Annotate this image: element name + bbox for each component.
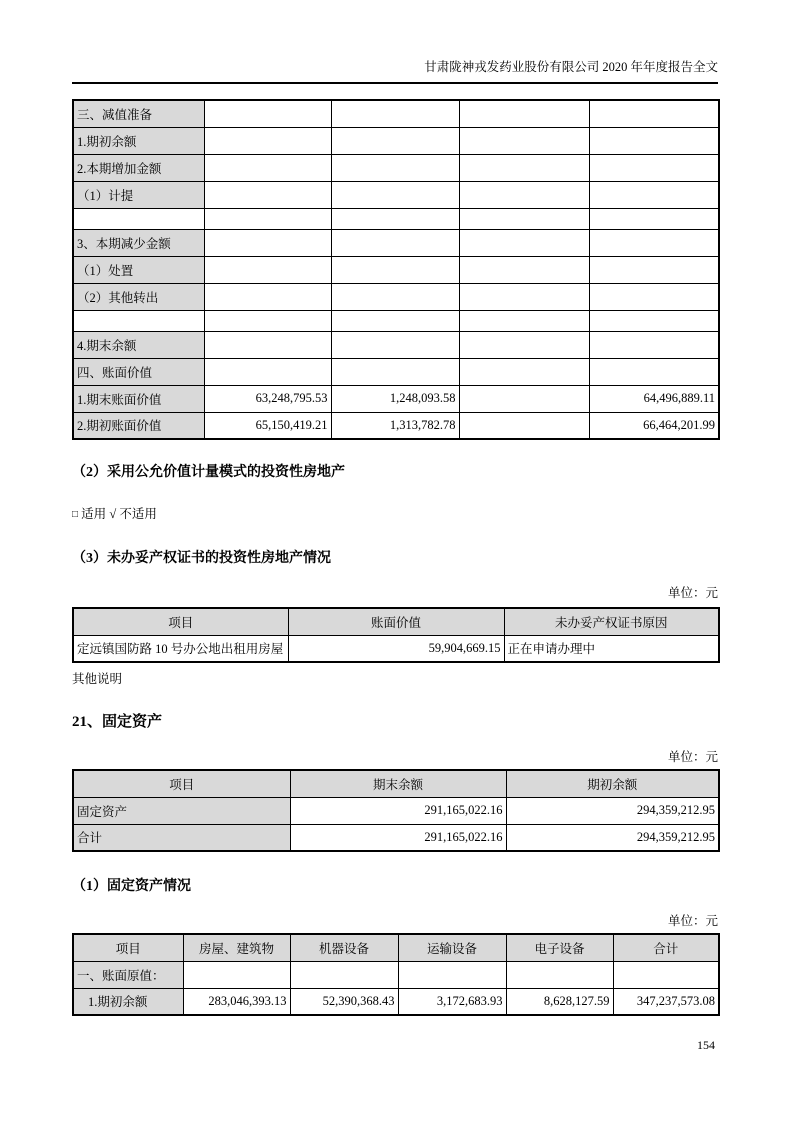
- impairment-table: [72, 99, 720, 440]
- empty-cell: [204, 181, 331, 208]
- row-label-cell: （2）其他转出: [73, 283, 204, 310]
- row-label-cell: 一、账面原值：: [73, 961, 183, 988]
- other-note: 其他说明: [72, 672, 123, 686]
- section-fair-value-heading: （2）采用公允价值计量模式的投资性房地产: [72, 465, 345, 480]
- empty-cell: [331, 154, 459, 181]
- empty-cell: [589, 256, 719, 283]
- row-label-cell: 3、本期减少金额: [73, 229, 204, 256]
- empty-cell: [459, 310, 589, 331]
- empty-cell: [459, 229, 589, 256]
- column-header-cell: 运输设备: [398, 934, 506, 961]
- empty-cell: [204, 208, 331, 229]
- table-header-row: [73, 770, 719, 797]
- unit-label: 单位：元: [667, 914, 718, 928]
- empty-cell: [459, 208, 589, 229]
- column-header-cell: 合计: [613, 934, 719, 961]
- not-applicable-label: 不适用: [119, 507, 157, 521]
- value-cell: 1,313,782.78: [331, 412, 459, 439]
- empty-cell: [331, 229, 459, 256]
- row-label-cell: 三、减值准备: [73, 100, 204, 127]
- column-header-cell: 期末余额: [290, 770, 506, 797]
- empty-cell: [331, 181, 459, 208]
- empty-cell: [331, 310, 459, 331]
- empty-cell: [589, 208, 719, 229]
- empty-cell: [331, 256, 459, 283]
- fixed-assets-heading: 21、固定资产: [72, 714, 163, 730]
- applicability-line: [72, 504, 718, 522]
- value-cell: 291,165,022.16: [290, 824, 506, 851]
- column-header-cell: 项目: [73, 934, 183, 961]
- table-row: [73, 310, 719, 331]
- table-row: [73, 331, 719, 358]
- table-row: [73, 256, 719, 283]
- empty-cell: [589, 100, 719, 127]
- check-icon: √: [109, 507, 117, 521]
- empty-cell: [589, 283, 719, 310]
- empty-cell: [589, 358, 719, 385]
- value-cell: 65,150,419.21: [204, 412, 331, 439]
- value-cell: 66,464,201.99: [589, 412, 719, 439]
- table-row: [73, 154, 719, 181]
- empty-cell: [204, 283, 331, 310]
- empty-cell: [73, 310, 204, 331]
- table-row: [73, 635, 719, 662]
- empty-cell: [459, 412, 589, 439]
- table-row: [73, 797, 719, 824]
- unit-label: 单位：元: [667, 750, 718, 764]
- page-header-title: 甘肃陇神戎发药业股份有限公司 2020 年年度报告全文: [424, 60, 718, 74]
- value-cell: 63,248,795.53: [204, 385, 331, 412]
- value-cell: 283,046,393.13: [183, 988, 290, 1015]
- value-cell: 64,496,889.11: [589, 385, 719, 412]
- applicable-label: 适用: [81, 507, 107, 521]
- table-header-row: [73, 608, 719, 635]
- empty-cell: [331, 331, 459, 358]
- empty-cell: [204, 256, 331, 283]
- column-header-cell: 项目: [73, 770, 290, 797]
- empty-cell: [589, 181, 719, 208]
- column-header-cell: 电子设备: [506, 934, 613, 961]
- empty-cell: [589, 154, 719, 181]
- row-label-cell: 四、账面价值: [73, 358, 204, 385]
- empty-cell: [459, 181, 589, 208]
- column-header-cell: 账面价值: [288, 608, 504, 635]
- column-header-cell: 项目: [73, 608, 288, 635]
- empty-cell: [204, 229, 331, 256]
- empty-cell: [459, 283, 589, 310]
- column-header-cell: 期初余额: [506, 770, 719, 797]
- value-cell: 1,248,093.58: [331, 385, 459, 412]
- book-value-cell: 59,904,669.15: [288, 635, 504, 662]
- fixed-assets-detail-heading: （1）固定资产情况: [72, 879, 191, 894]
- empty-cell: [613, 961, 719, 988]
- empty-cell: [183, 961, 290, 988]
- table-row: [73, 283, 719, 310]
- empty-cell: [331, 358, 459, 385]
- table-row: [73, 358, 719, 385]
- fixed-assets-summary-table: [72, 769, 720, 852]
- empty-cell: [459, 331, 589, 358]
- row-label-cell: 1.期末账面价值: [73, 385, 204, 412]
- page-number: 154: [697, 1038, 715, 1052]
- empty-cell: [331, 283, 459, 310]
- empty-cell: [589, 331, 719, 358]
- empty-cell: [204, 310, 331, 331]
- empty-cell: [204, 100, 331, 127]
- value-cell: 291,165,022.16: [290, 797, 506, 824]
- empty-cell: [204, 331, 331, 358]
- row-label-cell: 1.期初余额: [73, 988, 183, 1015]
- section-no-cert-heading: （3）未办妥产权证书的投资性房地产情况: [72, 551, 331, 566]
- checkbox-unchecked-icon: □: [72, 509, 79, 520]
- fixed-assets-detail-table: [72, 933, 720, 1016]
- table-row: [73, 385, 719, 412]
- table-row: [73, 127, 719, 154]
- empty-cell: [331, 208, 459, 229]
- value-cell: 3,172,683.93: [398, 988, 506, 1015]
- property-item-cell: 定远镇国防路 10 号办公地出租用房屋: [73, 635, 288, 662]
- table-row: [73, 208, 719, 229]
- reason-cell: 正在申请办理中: [504, 635, 719, 662]
- column-header-cell: 未办妥产权证书原因: [504, 608, 719, 635]
- empty-cell: [204, 127, 331, 154]
- empty-cell: [589, 127, 719, 154]
- table-row: [73, 961, 719, 988]
- empty-cell: [204, 358, 331, 385]
- value-cell: 294,359,212.95: [506, 797, 719, 824]
- empty-cell: [459, 358, 589, 385]
- table-row: [73, 988, 719, 1015]
- unit-label: 单位：元: [667, 586, 718, 600]
- empty-cell: [589, 310, 719, 331]
- row-label-cell: 2.本期增加金额: [73, 154, 204, 181]
- row-label-cell: 固定资产: [73, 797, 290, 824]
- empty-cell: [459, 100, 589, 127]
- row-label-cell: 4.期末余额: [73, 331, 204, 358]
- page-header: [72, 0, 718, 84]
- row-label-cell: （1）计提: [73, 181, 204, 208]
- table-header-row: [73, 934, 719, 961]
- column-header-cell: 机器设备: [290, 934, 398, 961]
- value-cell: 52,390,368.43: [290, 988, 398, 1015]
- column-header-cell: 房屋、建筑物: [183, 934, 290, 961]
- table-row: [73, 412, 719, 439]
- empty-cell: [73, 208, 204, 229]
- table-row: [73, 229, 719, 256]
- no-cert-table: [72, 607, 720, 663]
- empty-cell: [459, 154, 589, 181]
- empty-cell: [459, 256, 589, 283]
- empty-cell: [459, 127, 589, 154]
- empty-cell: [459, 385, 589, 412]
- table-row: [73, 824, 719, 851]
- empty-cell: [290, 961, 398, 988]
- table-row: [73, 181, 719, 208]
- table-row: [73, 100, 719, 127]
- empty-cell: [589, 229, 719, 256]
- value-cell: 294,359,212.95: [506, 824, 719, 851]
- empty-cell: [331, 127, 459, 154]
- value-cell: 347,237,573.08: [613, 988, 719, 1015]
- empty-cell: [398, 961, 506, 988]
- row-label-cell: 合计: [73, 824, 290, 851]
- value-cell: 8,628,127.59: [506, 988, 613, 1015]
- empty-cell: [331, 100, 459, 127]
- empty-cell: [204, 154, 331, 181]
- row-label-cell: 1.期初余额: [73, 127, 204, 154]
- row-label-cell: （1）处置: [73, 256, 204, 283]
- row-label-cell: 2.期初账面价值: [73, 412, 204, 439]
- empty-cell: [506, 961, 613, 988]
